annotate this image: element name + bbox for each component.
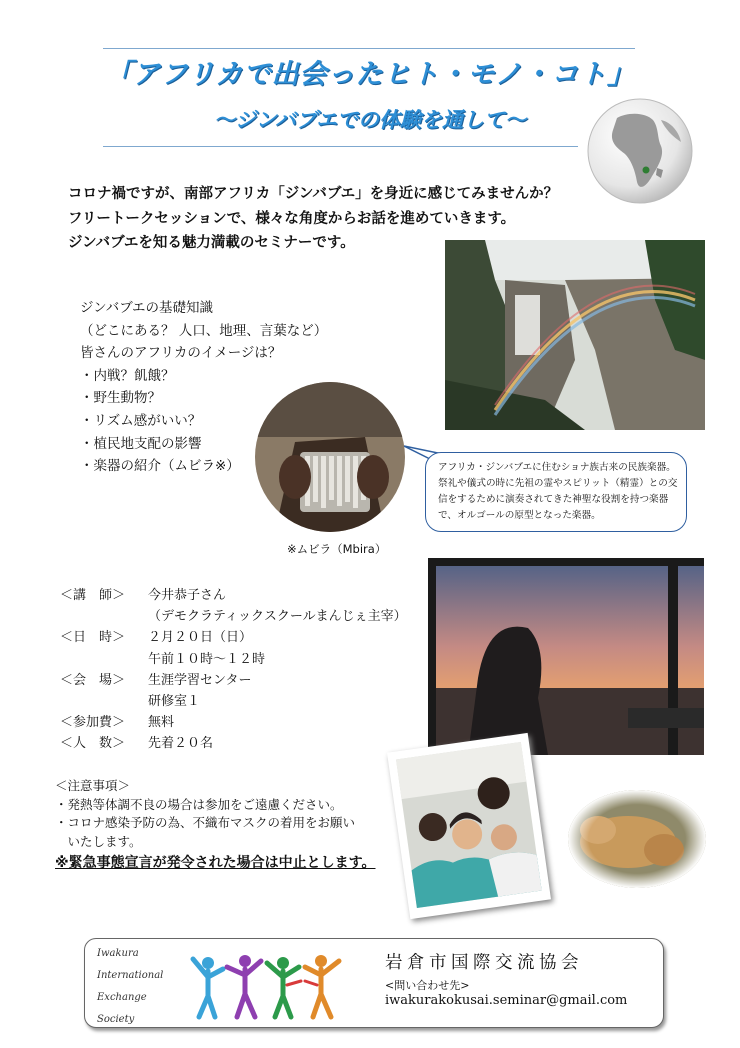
notes-section <box>55 777 355 851</box>
logo-line: Society <box>97 1014 135 1025</box>
detail-row <box>60 691 407 712</box>
topic-item: 皆さんのアフリカのイメージは？ <box>80 345 282 362</box>
detail-row <box>60 627 407 648</box>
notes-heading: ＜注意事項＞ <box>55 778 131 793</box>
topic-item: ・内戦？飢餓？ <box>80 367 175 384</box>
group-selfie-photo <box>387 733 551 919</box>
page-subtitle: ～ジンバブエでの体験を通して～ <box>214 108 526 132</box>
detail-row <box>60 712 407 733</box>
footer-box <box>84 938 664 1028</box>
bubble-line: 祭礼や儀式の時に先祖の霊やスピリット（精霊）との交 <box>438 478 678 489</box>
intro-line: コロナ禍ですが、南部アフリカ「ジンバブエ」を身近に感じてみませんか？ <box>68 186 559 202</box>
victoria-falls-photo <box>445 240 705 430</box>
note-line: ・コロナ感染予防の為、不織布マスクの着用をお願い <box>55 815 356 830</box>
note-line: ・発熱等体調不良の場合は参加をご遠慮ください。 <box>55 796 343 812</box>
intro-line: ジンバブエを知る魅力満載のセミナーです。 <box>68 235 355 251</box>
detail-value: 先着２０名 <box>148 736 214 752</box>
detail-row <box>60 733 407 754</box>
detail-row <box>60 649 407 670</box>
title-top-rule <box>103 48 635 49</box>
detail-row <box>60 670 407 691</box>
bubble-line: で、オルゴールの原型となった楽器。 <box>438 510 601 521</box>
topic-item: ジンバブエの基礎知識 <box>80 300 214 316</box>
event-details <box>60 585 407 755</box>
topic-item: ・植民地支配の影響 <box>80 435 202 452</box>
bubble-line: アフリカ・ジンバブエに住むショナ族古来の民族楽器。 <box>438 462 676 473</box>
detail-key: ＜会 場＞ <box>60 672 126 688</box>
detail-value: （デモクラティックスクールまんじぇ主宰） <box>148 609 407 625</box>
detail-value: 今井恭子さん <box>148 588 227 603</box>
topic-item: ・リズム感がいい？ <box>80 412 202 429</box>
detail-key: ＜日 時＞ <box>60 630 126 646</box>
logo-line: Exchange <box>97 992 147 1003</box>
detail-key: ＜人 数＞ <box>60 736 126 752</box>
detail-row <box>60 585 407 606</box>
detail-key <box>60 691 148 712</box>
page-title: 「アフリカで出会ったヒト・モノ・コト」 <box>104 59 636 90</box>
detail-value: ２月２０日（日） <box>148 630 253 646</box>
sunset-safari-photo <box>428 558 704 755</box>
contact-label: <問い合わせ先> <box>385 979 470 992</box>
topic-item: ・野生動物？ <box>80 390 161 407</box>
logo-text <box>97 943 163 1031</box>
detail-value: 研修室１ <box>148 694 201 710</box>
mbira-description-bubble <box>425 452 687 532</box>
detail-key: ＜参加費＞ <box>60 715 126 731</box>
detail-key: ＜講 師＞ <box>60 588 126 603</box>
dancing-figures-logo <box>183 941 363 1025</box>
logo-line: Iwakura <box>97 948 139 959</box>
mbira-photo <box>255 382 405 532</box>
globe-image <box>587 98 693 204</box>
detail-value: 生涯学習センター <box>148 672 252 688</box>
intro-line: フリートークセッションで、様々な角度からお話を進めていきます。 <box>68 210 516 227</box>
organization-name: 岩倉市国際交流協会 <box>385 953 583 973</box>
logo-line: International <box>97 970 164 981</box>
topic-item: ・楽器の紹介（ムビラ※） <box>80 458 240 475</box>
detail-key <box>60 606 148 627</box>
mbira-caption: ※ムビラ（Mbira） <box>287 542 387 556</box>
contact-email[interactable]: iwakurakokusai.seminar@gmail.com <box>385 993 628 1008</box>
cancellation-warning: ※緊急事態宣言が発令された場合は中止とします。 <box>55 855 376 871</box>
detail-value: 無料 <box>148 715 175 731</box>
subtitle-bottom-rule <box>103 146 578 147</box>
detail-key <box>60 649 148 670</box>
detail-value: 午前１０時～１２時 <box>148 651 266 667</box>
note-line: いたします。 <box>55 833 142 849</box>
detail-row <box>60 606 407 627</box>
bubble-line: 信をするために演奏されてきた神聖な役割を持つ楽器 <box>438 494 669 505</box>
lion-photo <box>568 790 706 888</box>
topic-item: （どこにある？ 人口、地理、言葉など） <box>80 322 328 339</box>
